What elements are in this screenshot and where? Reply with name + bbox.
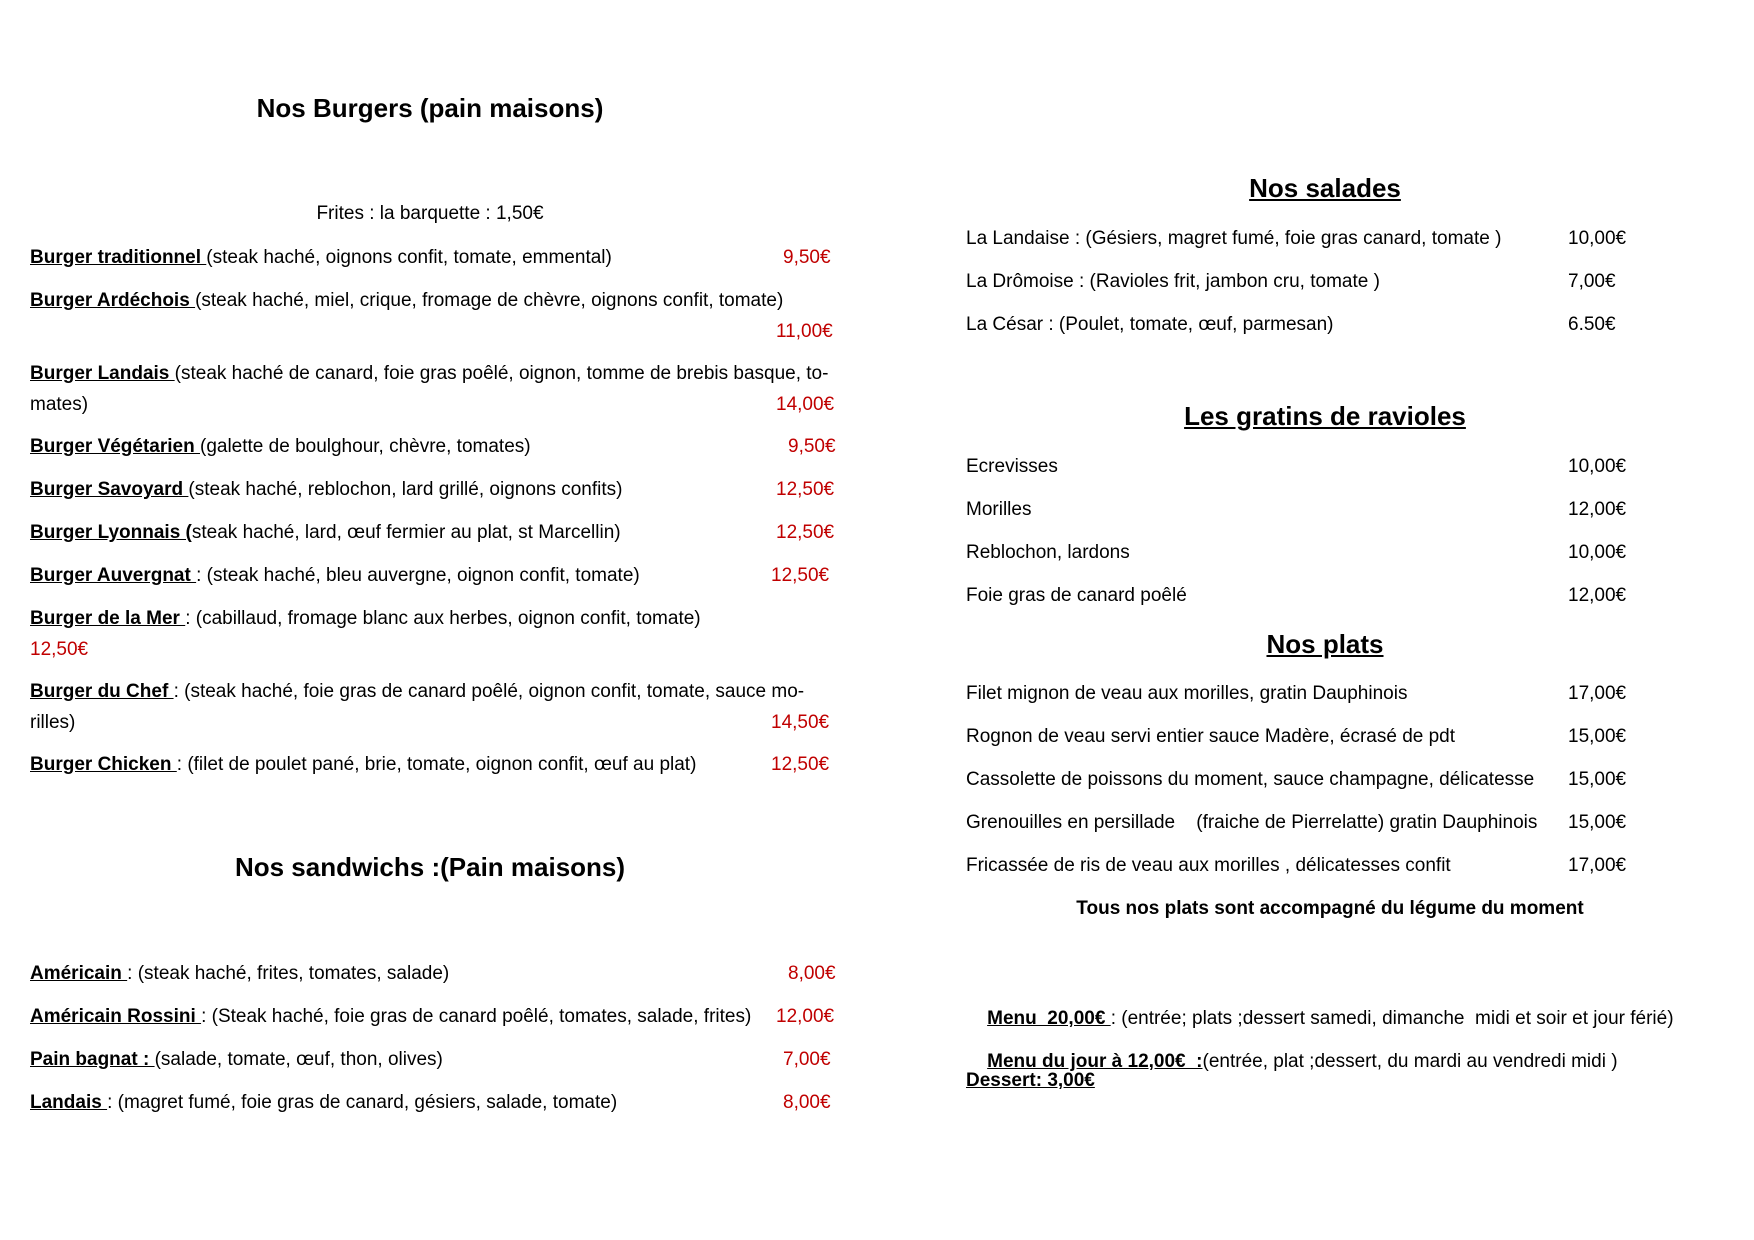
item-desc: : (magret fumé, foie gras de canard, gésiers, salade, tomate) — [107, 1092, 618, 1113]
plat-item-price: 17,00€ — [1568, 683, 1627, 704]
list-item — [30, 521, 621, 545]
plat-item-label: Filet mignon de veau aux morilles, gratin Dauphinois — [966, 683, 1408, 704]
item-price: 12,00€ — [776, 1006, 835, 1027]
gratin-item-price: 12,00€ — [1568, 585, 1627, 606]
item-name: Burger de la Mer — [30, 608, 186, 629]
plat-item-price: 17,00€ — [1568, 855, 1627, 876]
salade-item-price: 6.50€ — [1568, 314, 1616, 335]
item-name: Burger traditionnel — [30, 247, 207, 268]
item-price: 14,50€ — [771, 712, 830, 733]
item-name: Landais — [30, 1092, 108, 1113]
plats-title: Nos plats — [1266, 629, 1384, 659]
item-price: 8,00€ — [783, 1092, 831, 1113]
gratin-item-label: Foie gras de canard poêlé — [966, 585, 1187, 606]
item-price: 12,50€ — [776, 522, 835, 543]
menu-du-jour-desc: (entrée, plat ;dessert, du mardi au vendredi midi ) — [1202, 1051, 1618, 1072]
item-name: Burger Savoyard — [30, 479, 189, 500]
gratin-item-label: Morilles — [966, 499, 1032, 520]
gratin-item-price: 10,00€ — [1568, 456, 1627, 477]
gratin-item-price: 12,00€ — [1568, 499, 1627, 520]
item-desc: : (steak haché, bleu auvergne, oignon confit, tomate) — [196, 565, 640, 586]
dessert-price: Dessert: 3,00€ — [966, 1070, 1095, 1091]
item-desc: (steak haché de canard, foie gras poêlé, oignon, tomme de brebis basque, to- — [174, 363, 829, 384]
item-name: Burger Chicken — [30, 754, 177, 775]
list-item — [30, 246, 612, 270]
plat-item-label: Cassolette de poissons du moment, sauce champagne, délicatesse — [966, 769, 1535, 790]
item-price: 9,50€ — [783, 247, 831, 268]
item-desc: (steak haché, miel, crique, fromage de chèvre, oignons confit, tomate) — [195, 290, 784, 311]
frites-note: Frites : la barquette : 1,50€ — [316, 203, 544, 224]
item-price: 12,50€ — [771, 754, 830, 775]
list-item — [30, 680, 804, 704]
list-item — [30, 362, 828, 386]
item-name: Américain — [30, 963, 128, 984]
list-item — [30, 753, 696, 777]
item-desc-continued: mates) — [30, 394, 89, 415]
gratins-title: Les gratins de ravioles — [1184, 401, 1466, 431]
item-name: Burger Landais — [30, 363, 175, 384]
salade-item-price: 7,00€ — [1568, 271, 1616, 292]
item-desc: : (steak haché, frites, tomates, salade) — [127, 963, 450, 984]
item-desc-continued: rilles) — [30, 712, 76, 733]
list-item — [30, 1091, 617, 1115]
salades-title: Nos salades — [1249, 173, 1401, 203]
salade-item-price: 10,00€ — [1568, 228, 1627, 249]
item-desc: : (Steak haché, foie gras de canard poêlé, tomates, salade, frites) — [201, 1006, 752, 1027]
list-item — [30, 564, 640, 588]
salade-item-label: La Landaise : (Gésiers, magret fumé, foie gras canard, tomate ) — [966, 228, 1502, 249]
salade-item-label: La César : (Poulet, tomate, œuf, parmesan) — [966, 314, 1334, 335]
salade-item-label: La Drômoise : (Ravioles frit, jambon cru, tomate ) — [966, 271, 1380, 292]
item-price: 9,50€ — [788, 436, 836, 457]
item-desc: : (filet de poulet pané, brie, tomate, oignon confit, œuf au plat) — [176, 754, 697, 775]
item-desc: (steak haché, oignons confit, tomate, emmental) — [206, 247, 612, 268]
menu-20-name: Menu 20,00€ — [987, 1008, 1111, 1029]
item-desc: : (steak haché, foie gras de canard poêlé, oignon confit, tomate, sauce mo- — [173, 681, 805, 702]
item-desc: (galette de boulghour, chèvre, tomates) — [200, 436, 531, 457]
item-desc: (steak haché, reblochon, lard grillé, oignons confits) — [188, 479, 623, 500]
item-desc: : (cabillaud, fromage blanc aux herbes, oignon confit, tomate) — [185, 608, 701, 629]
list-item — [30, 289, 783, 313]
burgers-title: Nos Burgers (pain maisons) — [256, 93, 604, 123]
item-name: Pain bagnat : — [30, 1049, 155, 1070]
item-price: 11,00€ — [776, 321, 833, 342]
item-name: Américain Rossini — [30, 1006, 202, 1027]
item-price: 8,00€ — [788, 963, 836, 984]
item-price: 12,50€ — [771, 565, 830, 586]
gratin-item-price: 10,00€ — [1568, 542, 1627, 563]
list-item — [30, 435, 531, 459]
gratin-item-label: Reblochon, lardons — [966, 542, 1130, 563]
item-name: Burger Lyonnais ( — [30, 522, 192, 543]
menu-20-desc: : (entrée; plats ;dessert samedi, dimanche midi et soir et jour férié) — [1110, 1008, 1674, 1029]
plat-item-price: 15,00€ — [1568, 812, 1627, 833]
plat-item-label: Rognon de veau servi entier sauce Madère, écrasé de pdt — [966, 726, 1456, 747]
plats-note: Tous nos plats sont accompagné du légume du moment — [1076, 898, 1584, 919]
item-price: 12,50€ — [30, 639, 89, 660]
list-item — [30, 1048, 443, 1072]
plat-item-label: Fricassée de ris de veau aux morilles , délicatesses confit — [966, 855, 1451, 876]
list-item — [30, 478, 622, 502]
list-item — [30, 1005, 751, 1029]
plat-item-price: 15,00€ — [1568, 726, 1627, 747]
gratin-item-label: Ecrevisses — [966, 456, 1058, 477]
item-desc: (salade, tomate, œuf, thon, olives) — [154, 1049, 443, 1070]
plat-item-label: Grenouilles en persillade (fraiche de Pierrelatte) gratin Dauphinois — [966, 812, 1538, 833]
list-item — [30, 962, 449, 986]
item-price: 12,50€ — [776, 479, 835, 500]
item-name: Burger du Chef — [30, 681, 174, 702]
plat-item-price: 15,00€ — [1568, 769, 1627, 790]
sandwichs-title: Nos sandwichs :(Pain maisons) — [234, 852, 626, 882]
item-desc: steak haché, lard, œuf fermier au plat, st Marcellin) — [191, 522, 621, 543]
item-price: 14,00€ — [776, 394, 835, 415]
item-name: Burger Végétarien — [30, 436, 200, 457]
list-item — [30, 607, 701, 631]
item-price: 7,00€ — [783, 1049, 831, 1070]
item-name: Burger Ardéchois — [30, 290, 196, 311]
menu-du-jour-name: Menu du jour à 12,00€ : — [987, 1051, 1203, 1072]
item-name: Burger Auvergnat — [30, 565, 197, 586]
